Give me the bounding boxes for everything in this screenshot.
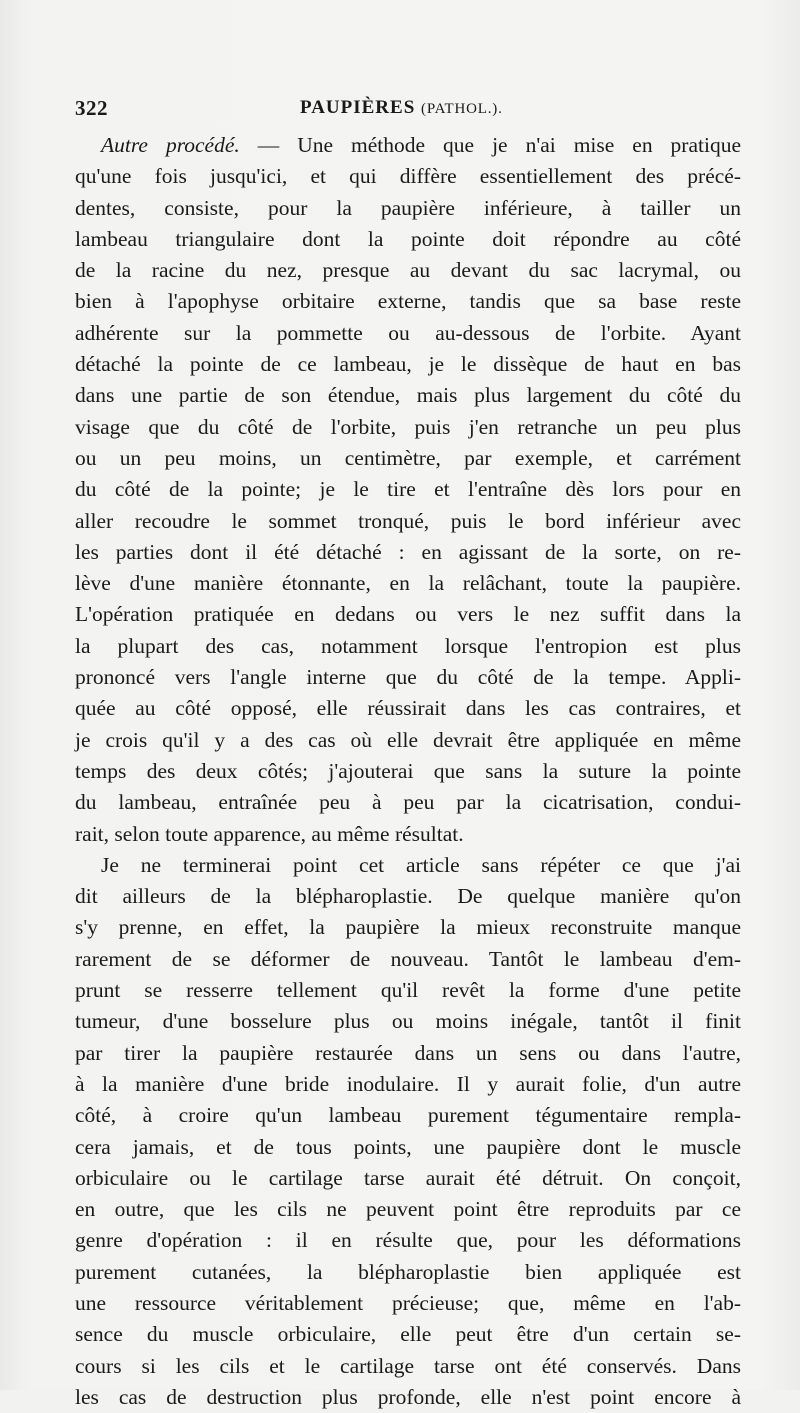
text-line: je crois qu'il y a des cas où elle devrait être appliquée en même xyxy=(75,727,741,752)
text-line: du lambeau, entraînée peu à peu par la cicatrisation, condui- xyxy=(75,790,741,815)
page-header xyxy=(75,96,740,124)
text-line: tumeur, d'une bosselure plus ou moins inégale, tantôt il finit xyxy=(75,1009,741,1034)
text-line: purement cutanées, la blépharoplastie bien appliquée est xyxy=(75,1259,741,1284)
text-line: cera jamais, et de tous points, une paupière dont le muscle xyxy=(75,1134,741,1159)
text-line: rarement de se déformer de nouveau. Tantôt le lambeau d'em- xyxy=(75,946,741,971)
text-line: adhérente sur la pommette ou au-dessous de l'orbite. Ayant xyxy=(75,320,741,345)
text-line: dentes, consiste, pour la paupière inférieure, à tailler un xyxy=(75,195,741,220)
text-line: quée au côté opposé, elle réussirait dans les cas contraires, et xyxy=(75,696,741,721)
text-line: dit ailleurs de la blépharoplastie. De quelque manière qu'on xyxy=(75,884,741,909)
text-line: la plupart des cas, notamment lorsque l'entropion est plus xyxy=(75,633,741,658)
text-line: L'opération pratiquée en dedans ou vers le nez suffit dans la xyxy=(75,602,741,627)
text-line: du côté de la pointe; je le tire et l'entraîne dès lors pour en xyxy=(75,477,741,502)
paragraph-lead: Autre procédé. xyxy=(101,133,240,157)
text-line: dans une partie de son étendue, mais plus largement du côté du xyxy=(75,383,741,408)
text-line: s'y prenne, en effet, la paupière la mieux reconstruite manque xyxy=(75,915,741,940)
text-line: ou un peu moins, un centimètre, par exemple, et carrément xyxy=(75,445,741,470)
text-line: Je ne terminerai point cet article sans répéter ce que j'ai xyxy=(101,852,741,877)
text-line: sence du muscle orbiculaire, elle peut être d'un certain se- xyxy=(75,1322,741,1347)
text-line: rait, selon toute apparence, au même résultat. xyxy=(75,821,464,846)
text-line: prononcé vers l'angle interne que du côté de la tempe. Appli- xyxy=(75,665,741,690)
text-line: orbiculaire ou le cartilage tarse aurait été détruit. On conçoit, xyxy=(75,1165,741,1190)
text-line: par tirer la paupière restaurée dans un sens ou dans l'autre, xyxy=(75,1040,741,1065)
text-line: les cas de destruction plus profonde, elle n'est point encore à xyxy=(75,1384,741,1409)
text-line: cours si les cils et le cartilage tarse ont été conservés. Dans xyxy=(75,1353,741,1378)
text-line: prunt se resserre tellement qu'il revêt la forme d'une petite xyxy=(75,978,741,1003)
text-line: les parties dont il été détaché : en agissant de la sorte, on re- xyxy=(75,539,741,564)
text-line: lève d'une manière étonnante, en la relâchant, toute la paupière. xyxy=(75,571,741,596)
text-line: à la manière d'une bride inodulaire. Il y aurait folie, d'un autre xyxy=(75,1071,741,1096)
text-line: lambeau triangulaire dont la pointe doit répondre au côté xyxy=(75,226,741,251)
line-text: — Une méthode que je n'ai mise en pratique xyxy=(239,133,741,157)
text-line: bien à l'apophyse orbitaire externe, tandis que sa base reste xyxy=(75,289,741,314)
text-line: visage que du côté de l'orbite, puis j'en retranche un peu plus xyxy=(75,414,741,439)
page-number: 322 xyxy=(75,96,108,120)
text-line: qu'une fois jusqu'ici, et qui diffère essentiellement des précé- xyxy=(75,164,741,189)
text-line: temps des deux côtés; j'ajouterai que sans la suture la pointe xyxy=(75,758,741,783)
running-head xyxy=(300,97,503,119)
body-text xyxy=(75,130,741,1413)
running-head-title: PAUPIÈRES xyxy=(300,97,416,118)
text-line: aller recoudre le sommet tronqué, puis le bord inférieur avec xyxy=(75,508,741,533)
text-line: une ressource véritablement précieuse; que, même en l'ab- xyxy=(75,1290,741,1315)
text-line: côté, à croire qu'un lambeau purement tégumentaire rempla- xyxy=(75,1103,741,1128)
text-line: de la racine du nez, presque au devant du sac lacrymal, ou xyxy=(75,258,741,283)
text-line: genre d'opération : il en résulte que, pour les déformations xyxy=(75,1228,741,1253)
text-line: détaché la pointe de ce lambeau, je le dissèque de haut en bas xyxy=(75,352,741,377)
running-head-subtitle: (PATHOL.). xyxy=(421,101,503,117)
text-line xyxy=(75,130,741,161)
text-line: en outre, que les cils ne peuvent point être reproduits par ce xyxy=(75,1197,741,1222)
